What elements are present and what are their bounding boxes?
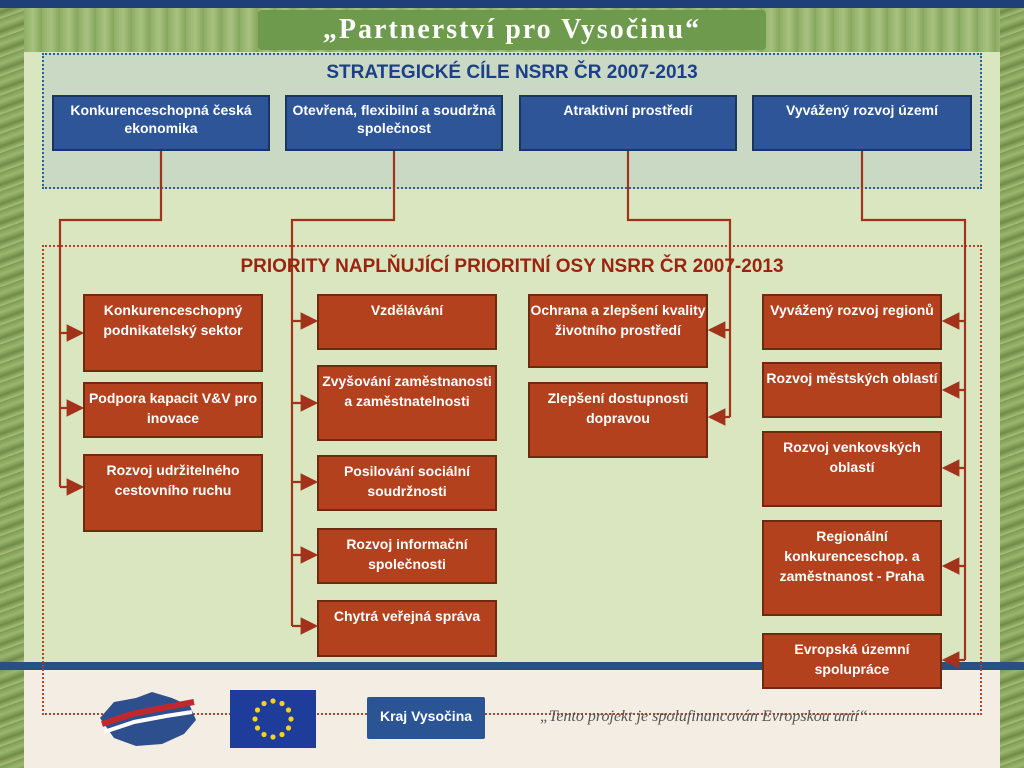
priority-col1-item1: Konkurenceschopný podnikatelský sektor (83, 294, 263, 372)
footer-cofinancing-text: „Tento projekt je spolufinancován Evropskou unií“ (540, 708, 868, 725)
strategic-goals-title: STRATEGICKÉ CÍLE NSRR ČR 2007-2013 (326, 62, 698, 83)
czech-map-logo (92, 688, 202, 752)
priority-col4-item4: Regionální konkurenceschop. a zaměstnanost - Praha (762, 520, 942, 616)
priority-col4-item2: Rozvoj městských oblastí (762, 362, 942, 418)
priority-col2-item1: Vzdělávání (317, 294, 497, 350)
priority-col4-item3: Rozvoj venkovských oblastí (762, 431, 942, 507)
priority-col2-item2: Zvyšování zaměstnanosti a zaměstnatelnosti (317, 365, 497, 441)
priority-col4-item1: Vyvážený rozvoj regionů (762, 294, 942, 350)
priority-col3-item1: Ochrana a zlepšení kvality životního prostředí (528, 294, 708, 368)
eu-flag-logo (230, 690, 316, 748)
priority-col3-item2: Zlepšení dostupnosti dopravou (528, 382, 708, 458)
priority-col2-item4: Rozvoj informační společnosti (317, 528, 497, 584)
priority-col4-item5: Evropská územní spolupráce (762, 633, 942, 689)
header-title: „Partnerství pro Vysočinu“ (322, 14, 702, 45)
connector-goal3 (628, 151, 730, 417)
priority-col2-item3: Posilování sociální soudržnosti (317, 455, 497, 511)
priorities-title: PRIORITY NAPLŇUJÍCÍ PRIORITNÍ OSY NSRR ČR 2007-2013 (240, 256, 784, 277)
goal-box-1: Konkurenceschopná česká ekonomika (52, 95, 270, 151)
priority-col1-item2: Podpora kapacit V&V pro inovace (83, 382, 263, 438)
goal-box-4: Vyvážený rozvoj území (752, 95, 972, 151)
goal-box-2: Otevřená, flexibilní a soudržná společnost (285, 95, 503, 151)
priority-col2-item5: Chytrá veřejná správa (317, 600, 497, 657)
eu-stars-icon (230, 690, 316, 748)
priority-col1-item3: Rozvoj udržitelného cestovního ruchu (83, 454, 263, 532)
goal-box-3: Atraktivní prostředí (519, 95, 737, 151)
kraj-vysocina-logo-text: Kraj Vysočina (379, 708, 473, 724)
